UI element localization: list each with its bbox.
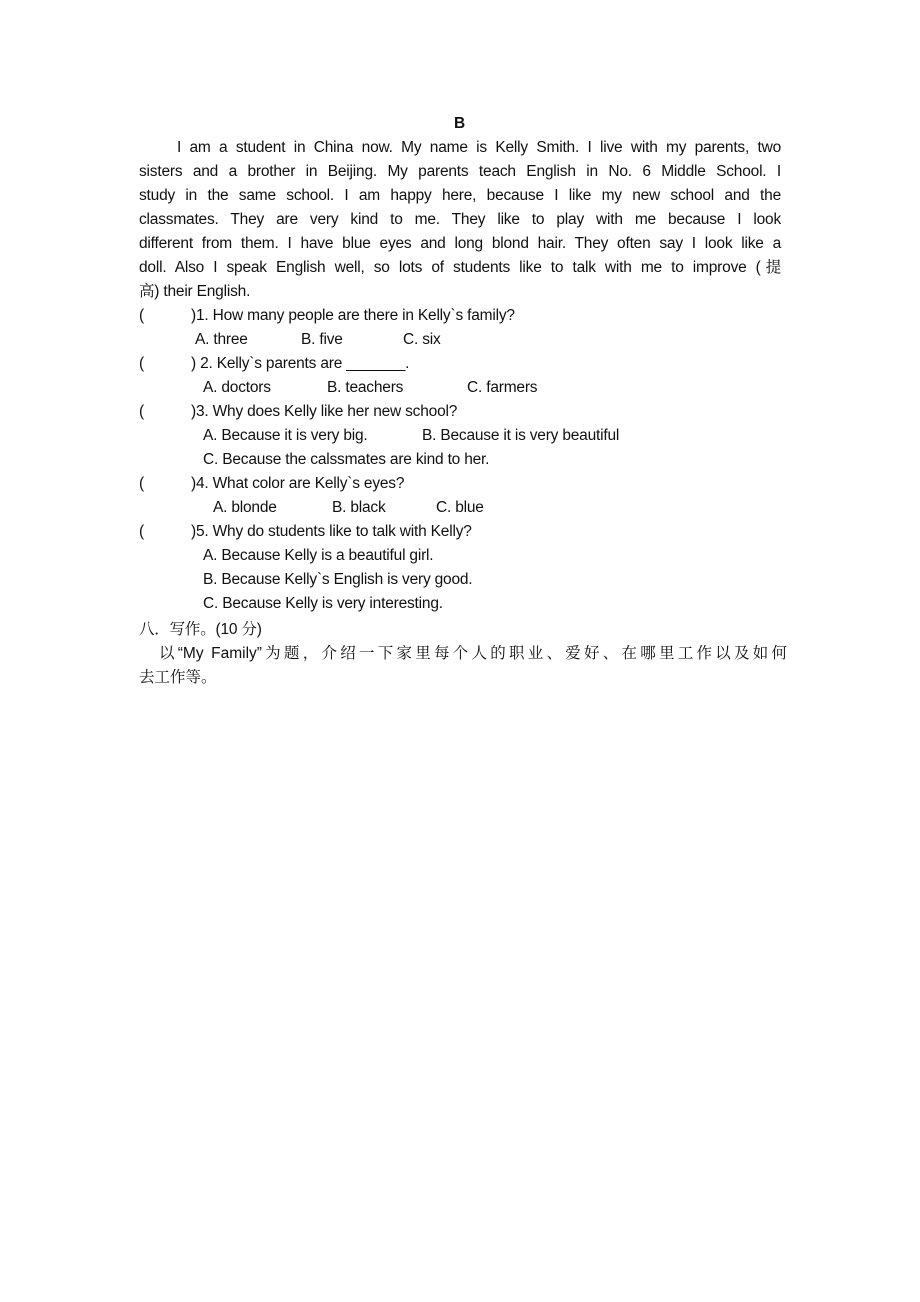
answer-paren: (	[139, 523, 144, 540]
option: C. Because Kelly is very interesting.	[203, 595, 443, 612]
question-2: ) 2. Kelly`s parents are _______.	[191, 355, 410, 372]
writing-prompt: 以“My Family”为题，介绍一下家里每个人的职业、爱好、在哪里工作以及如何	[159, 645, 787, 662]
answer-paren: (	[139, 475, 144, 492]
option: B. black	[332, 499, 386, 516]
passage-line: classmates. They are very kind to me. They like to play with me because I look	[139, 211, 781, 228]
option: A. doctors	[203, 379, 271, 396]
passage-line: different from them. I have blue eyes and long blond hair. They often say I look like a	[139, 235, 781, 252]
question-3: )3. Why does Kelly like her new school?	[191, 403, 458, 420]
option: A. blonde	[213, 499, 277, 516]
question-1: )1. How many people are there in Kelly`s family?	[191, 307, 515, 324]
answer-paren: (	[139, 355, 144, 372]
option: C. farmers	[467, 379, 538, 396]
question-5: )5. Why do students like to talk with Kelly?	[191, 523, 472, 540]
option: B. five	[301, 331, 343, 348]
option: A. Because it is very big.	[203, 427, 368, 444]
option: C. blue	[436, 499, 484, 516]
passage-line: doll. Also I speak English well, so lots of students like to talk with me to improve (提	[139, 259, 781, 276]
question-4: )4. What color are Kelly`s eyes?	[191, 475, 405, 492]
option: B. Because it is very beautiful	[422, 427, 620, 444]
passage-line: sisters and a brother in Beijing. My parents teach English in No. 6 Middle School. I	[139, 163, 781, 180]
section-title: B	[454, 115, 465, 132]
passage-line: study in the same school. I am happy here, because I like my new school and the	[139, 187, 781, 204]
option: C. six	[403, 331, 441, 348]
answer-paren: (	[139, 403, 144, 420]
answer-paren: (	[139, 307, 144, 324]
option: A. Because Kelly is a beautiful girl.	[203, 547, 434, 564]
option: B. Because Kelly`s English is very good.	[203, 571, 473, 588]
option: A. three	[195, 331, 248, 348]
option: C. Because the calssmates are kind to her.	[203, 451, 490, 468]
passage-line: 高) their English.	[139, 283, 251, 300]
writing-prompt: 去工作等。	[139, 669, 217, 686]
writing-heading: 八．写作。(10 分)	[139, 621, 262, 638]
option: B. teachers	[327, 379, 404, 396]
passage-line: I am a student in China now. My name is Kelly Smith. I live with my parents, two	[177, 139, 781, 156]
